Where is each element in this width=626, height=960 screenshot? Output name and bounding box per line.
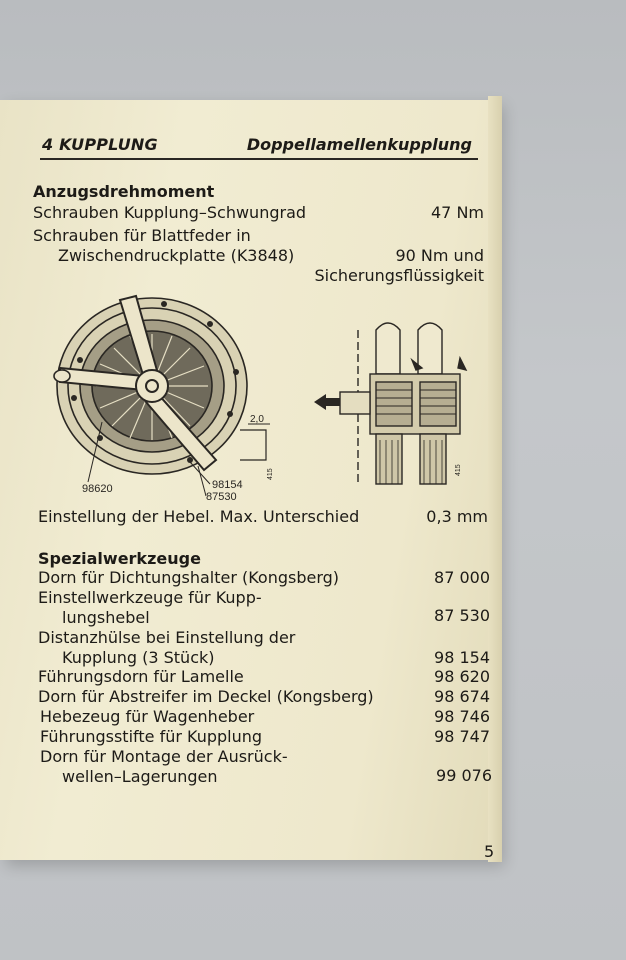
callout-label: 87530 bbox=[206, 491, 237, 502]
torque-row-value: 47 Nm bbox=[431, 203, 484, 222]
tool-row-label: Einstellwerkzeuge für Kupp- bbox=[38, 588, 262, 607]
tool-row-value: 87 000 bbox=[434, 568, 490, 587]
tool-row-label: lungshebel bbox=[62, 608, 150, 627]
tool-row-value: 98 154 bbox=[434, 648, 490, 667]
tool-row-value: 98 746 bbox=[434, 707, 490, 726]
dimension-label: 2,0 bbox=[250, 414, 264, 425]
figure-id: 415 bbox=[267, 468, 274, 480]
torque-row-label: Schrauben Kupplung–Schwungrad bbox=[33, 203, 307, 222]
tool-row-label: Führungsstifte für Kupplung bbox=[40, 727, 263, 746]
tool-row-label: Distanzhülse bei Einstellung der bbox=[38, 628, 296, 647]
tool-row-label: Dorn für Abstreifer im Deckel (Kongsberg) bbox=[38, 687, 374, 706]
clutch-cross-section-drawing bbox=[340, 323, 466, 486]
tool-row-label: Führungsdorn für Lamelle bbox=[38, 667, 244, 686]
arrow-left-icon bbox=[314, 394, 340, 410]
torque-row-value: 90 Nm und bbox=[395, 246, 484, 265]
tool-row-value: 87 530 bbox=[434, 606, 490, 625]
torque-heading: Anzugsdrehmoment bbox=[33, 182, 215, 201]
page-number: 5 bbox=[484, 842, 495, 861]
section-title: Doppellamellenkupplung bbox=[246, 135, 472, 154]
adjustment-value: 0,3 mm bbox=[426, 507, 488, 526]
page-header bbox=[40, 134, 478, 160]
tool-row-label: Dorn für Dichtungshalter (Kongsberg) bbox=[38, 568, 340, 587]
adjustment-label: Einstellung der Hebel. Max. Unterschied bbox=[38, 507, 360, 526]
callout-label: 98620 bbox=[82, 483, 113, 495]
tool-row-value: 98 620 bbox=[434, 667, 490, 686]
callout-label: 98154 bbox=[212, 479, 243, 491]
tool-row-label: Dorn für Montage der Ausrück- bbox=[40, 747, 288, 766]
tool-row-label: Kupplung (3 Stück) bbox=[62, 648, 215, 667]
clutch-assembly-drawing bbox=[54, 296, 270, 496]
tools-heading: Spezialwerkzeuge bbox=[38, 549, 201, 568]
torque-row-label: Schrauben für Blattfeder in bbox=[33, 226, 251, 245]
tool-row-value: 98 674 bbox=[434, 687, 490, 706]
tool-row-label: Hebezeug für Wagenheber bbox=[40, 707, 255, 726]
figure-id: 415 bbox=[455, 464, 462, 476]
chapter-title: 4 KUPPLUNG bbox=[42, 135, 158, 154]
clutch-diagram bbox=[40, 290, 496, 502]
tool-row-value: 99 076 bbox=[436, 766, 492, 785]
tool-row-label: wellen–Lagerungen bbox=[62, 767, 218, 786]
torque-row-value-note: Sicherungsflüssigkeit bbox=[314, 266, 484, 285]
tool-row-value: 98 747 bbox=[434, 727, 490, 746]
torque-row-label: Zwischendruckplatte (K3848) bbox=[58, 246, 295, 265]
